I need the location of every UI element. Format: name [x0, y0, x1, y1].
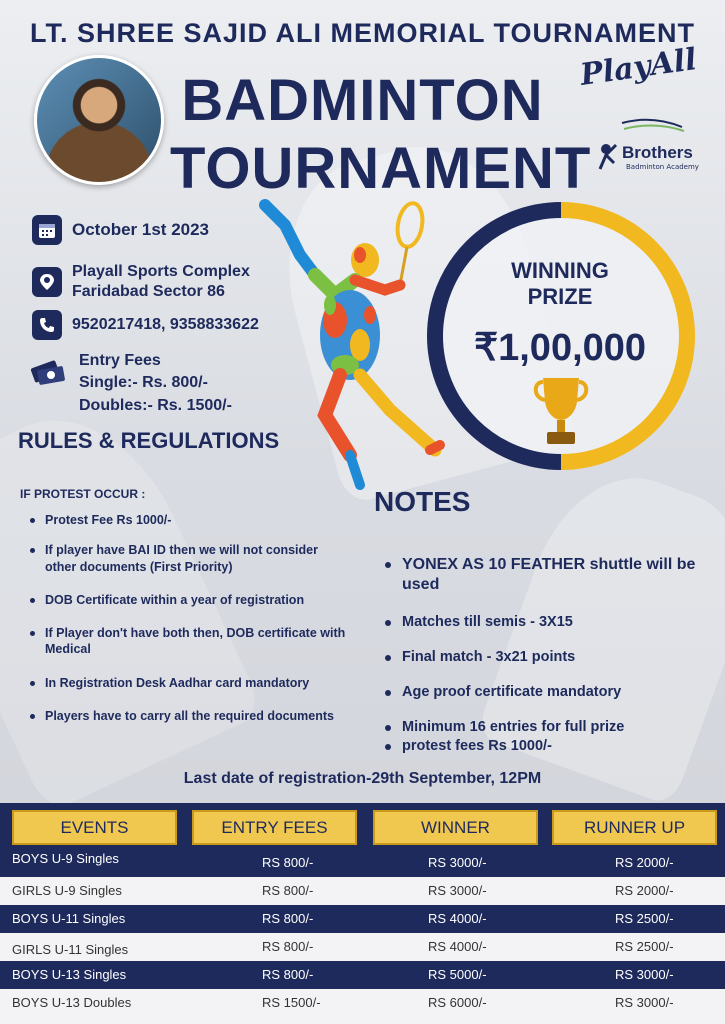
list-item: YONEX AS 10 FEATHER shuttle will be used — [384, 555, 714, 595]
venue-row — [32, 262, 250, 302]
notes-list — [384, 555, 714, 755]
table-row — [0, 961, 725, 989]
cash-icon — [28, 358, 70, 392]
cell-event: BOYS U-11 Singles — [12, 911, 126, 926]
header-runner-up: RUNNER UP — [552, 810, 717, 845]
list-item: Age proof certificate mandatory — [384, 683, 714, 701]
brothers-subtitle: Badminton Academy — [626, 163, 699, 171]
entry-fees-block — [79, 350, 232, 417]
cell-winner: RS 3000/- — [428, 883, 487, 898]
registration-deadline: Last date of registration-29th September, 12PM — [183, 770, 542, 787]
cell-runner-up: RS 3000/- — [615, 967, 674, 982]
winning-prize-line2: PRIZE — [527, 284, 593, 310]
cell-entry-fee: RS 800/- — [262, 967, 314, 982]
cell-runner-up: RS 3000/- — [615, 995, 674, 1010]
prize-amount: ₹1,00,000 — [473, 327, 647, 369]
table-row — [0, 849, 725, 877]
memorial-photo — [34, 55, 164, 185]
entry-fees-doubles: Doubles:- Rs. 1500/- — [79, 396, 232, 414]
phone-row — [32, 310, 259, 340]
list-item: If player have BAI ID then we will not consider other documents (First Priority) — [28, 542, 348, 575]
entry-fees-single: Single:- Rs. 800/- — [79, 374, 208, 392]
cell-event: BOYS U-13 Singles — [12, 967, 127, 982]
winning-prize-title — [460, 258, 660, 311]
cell-winner: RS 6000/- — [428, 995, 487, 1010]
table-row — [0, 989, 725, 1024]
cell-event: GIRLS U-9 Singles — [12, 883, 122, 898]
list-item: Final match - 3x21 points — [384, 648, 714, 666]
venue-text — [72, 262, 250, 302]
list-item: Players have to carry all the required documents — [28, 708, 348, 724]
cell-winner: RS 4000/- — [428, 911, 487, 926]
cell-entry-fee: RS 800/- — [262, 855, 314, 870]
main-title-line1: BADMINTON — [181, 68, 544, 133]
table-row — [0, 905, 725, 933]
main-title-line2: TOURNAMENT — [170, 136, 592, 201]
cell-entry-fee: RS 800/- — [262, 939, 314, 954]
prize-table — [0, 803, 725, 1024]
list-item: If Player don't have both then, DOB certificate with Medical — [28, 625, 348, 658]
memorial-title: LT. SHREE SAJID ALI MEMORIAL TOURNAMENT — [29, 18, 696, 48]
header-events: EVENTS — [12, 810, 177, 845]
list-item: protest fees Rs 1000/- — [384, 737, 714, 755]
list-item: Matches till semis - 3X15 — [384, 613, 714, 631]
cell-runner-up: RS 2000/- — [615, 855, 674, 870]
table-row — [0, 933, 725, 961]
cell-winner: RS 4000/- — [428, 939, 487, 954]
cell-entry-fee: RS 800/- — [262, 911, 314, 926]
brothers-academy-logo — [592, 115, 712, 175]
phone-numbers: 9520217418, 9358833622 — [72, 316, 259, 333]
location-pin-icon — [32, 267, 62, 297]
phone-icon — [32, 310, 62, 340]
cell-runner-up: RS 2000/- — [615, 883, 674, 898]
table-header — [0, 810, 725, 846]
brothers-name: Brothers — [622, 143, 693, 162]
header-winner: WINNER — [373, 810, 538, 845]
list-item: DOB Certificate within a year of registration — [28, 592, 348, 608]
date-row — [32, 215, 209, 245]
winning-prize-line1: WINNING — [511, 258, 609, 283]
venue-line1: Playall Sports Complex — [72, 263, 250, 280]
playall-logo: PlayAll — [578, 42, 699, 93]
cell-runner-up: RS 2500/- — [615, 939, 674, 954]
list-item: Minimum 16 entries for full prize — [384, 718, 714, 736]
entry-fees-label: Entry Fees — [79, 352, 161, 369]
list-item: Protest Fee Rs 1000/- — [28, 512, 348, 528]
event-date: October 1st 2023 — [72, 220, 210, 240]
cell-entry-fee: RS 1500/- — [262, 995, 321, 1010]
cell-winner: RS 3000/- — [428, 855, 487, 870]
cell-event: BOYS U-9 Singles — [12, 851, 119, 866]
notes-title: NOTES — [374, 486, 471, 517]
venue-line2: Faridabad Sector 86 — [72, 283, 225, 300]
cell-entry-fee: RS 800/- — [262, 883, 314, 898]
table-row — [0, 877, 725, 905]
cell-runner-up: RS 2500/- — [615, 911, 674, 926]
calendar-icon — [32, 215, 62, 245]
rules-title: RULES & REGULATIONS — [18, 428, 280, 453]
header-entry-fees: ENTRY FEES — [192, 810, 357, 845]
cell-winner: RS 5000/- — [428, 967, 487, 982]
trophy-icon — [533, 372, 589, 454]
cell-event: GIRLS U-11 Singles — [12, 942, 129, 957]
cell-event: BOYS U-13 Doubles — [12, 995, 132, 1010]
protest-subtitle: IF PROTEST OCCUR : — [20, 487, 146, 501]
rules-list — [28, 512, 348, 738]
list-item: In Registration Desk Aadhar card mandatory — [28, 675, 348, 691]
